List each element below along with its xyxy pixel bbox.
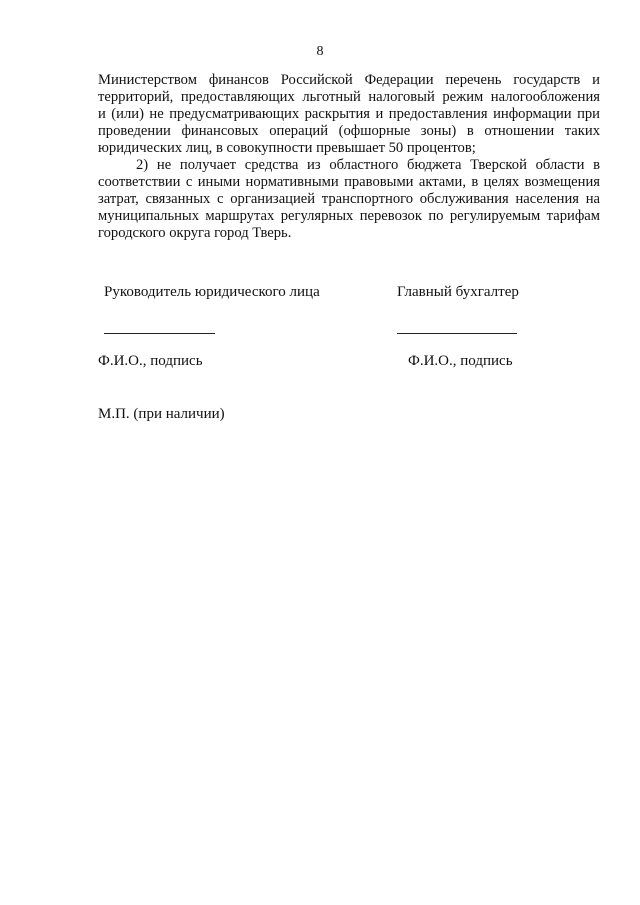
signature-left-caption: Ф.И.О., подпись [98,353,203,369]
signature-left-title: Руководитель юридического лица [104,284,320,300]
paragraph-item-2 [98,157,600,242]
text-line: соответствии с иными нормативными правовыми актами, в целях возмещения [98,174,600,190]
text-line: проведении финансовых операций (офшорные зоны) в отношении таких [98,123,600,139]
text-line: 2) не получает средства из областного бюджета Тверской области в [136,157,600,173]
text-line: Министерством финансов Российской Федерации перечень государств и [98,72,600,88]
stamp-note: М.П. (при наличии) [98,406,225,422]
text-line: территорий, предоставляющих льготный налоговый режим налогообложения [98,89,600,105]
paragraph-continued [98,72,600,157]
text-line: муниципальных маршрутах регулярных перевозок по регулируемым тарифам [98,208,600,224]
body-text [98,72,600,242]
text-line: и (или) не предусматривающих раскрытия и предоставления информации при [98,106,600,122]
text-line: юридических лиц, в совокупности превышает 50 процентов; [98,140,476,156]
signature-right-title: Главный бухгалтер [397,284,519,300]
signature-line-right [397,333,517,334]
text-line: затрат, связанных с организацией транспортного обслуживания населения на [98,191,600,207]
text-line: городского округа город Тверь. [98,225,292,241]
page-number: 8 [316,44,324,59]
signature-right-caption: Ф.И.О., подпись [408,353,513,369]
signature-line-left [104,333,215,334]
